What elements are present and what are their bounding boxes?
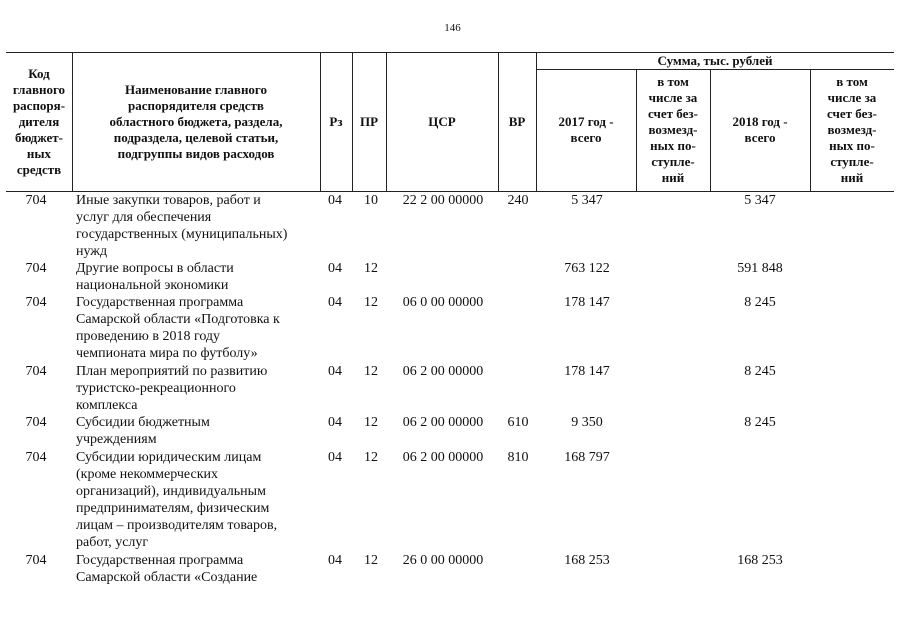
cell-csr: 06 0 00 00000 — [402, 295, 484, 310]
cell-sum-2018: 168 253 — [737, 553, 783, 568]
cell-rz: 04 — [328, 193, 342, 208]
cell-sum-2018: 8 245 — [744, 364, 776, 379]
cell-pr: 12 — [364, 450, 378, 465]
header-2017: 2017 год - всего — [558, 114, 614, 145]
cell-pr: 12 — [364, 261, 378, 276]
cell-name: Субсидии бюджетным учреждениям — [76, 415, 210, 447]
cell-vr: 240 — [507, 193, 529, 208]
cell-sum-2017: 168 253 — [564, 553, 610, 568]
cell-sum-2018: 8 245 — [744, 415, 776, 430]
cell-sum-2017: 178 147 — [564, 295, 610, 310]
cell-csr: 06 2 00 00000 — [402, 450, 484, 465]
cell-name: Субсидии юридическим лицам (кроме некоммерческих организаций), индивидуальным предпринимателям, физическим лицам – производителям товаров, работ, услуг — [76, 450, 278, 550]
cell-csr: 06 2 00 00000 — [402, 364, 484, 379]
page-number: 146 — [444, 22, 461, 34]
cell-code: 704 — [25, 450, 47, 465]
cell-csr: 06 2 00 00000 — [402, 415, 484, 430]
cell-name: Иные закупки товаров, работ и услуг для обеспечения государственных (муниципальных) нужд — [76, 193, 288, 259]
cell-name: Государственная программа Самарской области «Подготовка к проведению в 2018 году чемпионата мира по футболу» — [76, 295, 280, 361]
header-code: Код главного распоря- дителя бюджет- ных средств — [12, 66, 66, 177]
cell-pr: 10 — [364, 193, 378, 208]
header-sum: Сумма, тыс. рублей — [657, 53, 773, 68]
cell-vr: 610 — [507, 415, 529, 430]
header-pr: ПР — [359, 114, 379, 129]
cell-pr: 12 — [364, 295, 378, 310]
cell-rz: 04 — [328, 450, 342, 465]
header-2017-incl: в том числе за счет без- возмезд- ных по- ступле- ний — [648, 74, 698, 185]
cell-code: 704 — [25, 415, 47, 430]
header-2018: 2018 год - всего — [732, 114, 788, 145]
cell-rz: 04 — [328, 553, 342, 568]
cell-name: Другие вопросы в области национальной экономики — [76, 261, 234, 293]
header-name: Наименование главного распорядителя средств областного бюджета, раздела, подраздела, целевой статьи, подгруппы видов расходов — [109, 82, 283, 161]
cell-code: 704 — [25, 193, 47, 208]
cell-rz: 04 — [328, 415, 342, 430]
cell-rz: 04 — [328, 364, 342, 379]
cell-sum-2017: 168 797 — [564, 450, 610, 465]
header-rz: Рз — [329, 114, 343, 129]
cell-code: 704 — [25, 295, 47, 310]
table-header — [6, 52, 894, 192]
header-vr: ВР — [508, 114, 526, 129]
cell-code: 704 — [25, 261, 47, 276]
cell-rz: 04 — [328, 295, 342, 310]
cell-code: 704 — [25, 364, 47, 379]
header-2018-incl: в том числе за счет без- возмезд- ных по- ступле- ний — [827, 74, 877, 185]
cell-sum-2018: 5 347 — [744, 193, 776, 208]
cell-sum-2018: 8 245 — [744, 295, 776, 310]
cell-name: План мероприятий по развитию туристско-рекреационного комплекса — [76, 364, 268, 413]
cell-sum-2017: 9 350 — [571, 415, 603, 430]
cell-name: Государственная программа Самарской области «Создание — [76, 553, 258, 585]
cell-sum-2017: 763 122 — [564, 261, 610, 276]
cell-vr: 810 — [507, 450, 529, 465]
cell-sum-2018: 591 848 — [737, 261, 783, 276]
cell-sum-2017: 5 347 — [571, 193, 603, 208]
cell-csr: 22 2 00 00000 — [402, 193, 484, 208]
cell-pr: 12 — [364, 364, 378, 379]
header-csr: ЦСР — [428, 114, 456, 129]
cell-rz: 04 — [328, 261, 342, 276]
cell-sum-2017: 178 147 — [564, 364, 610, 379]
cell-pr: 12 — [364, 415, 378, 430]
cell-pr: 12 — [364, 553, 378, 568]
cell-csr: 26 0 00 00000 — [402, 553, 484, 568]
cell-code: 704 — [25, 553, 47, 568]
